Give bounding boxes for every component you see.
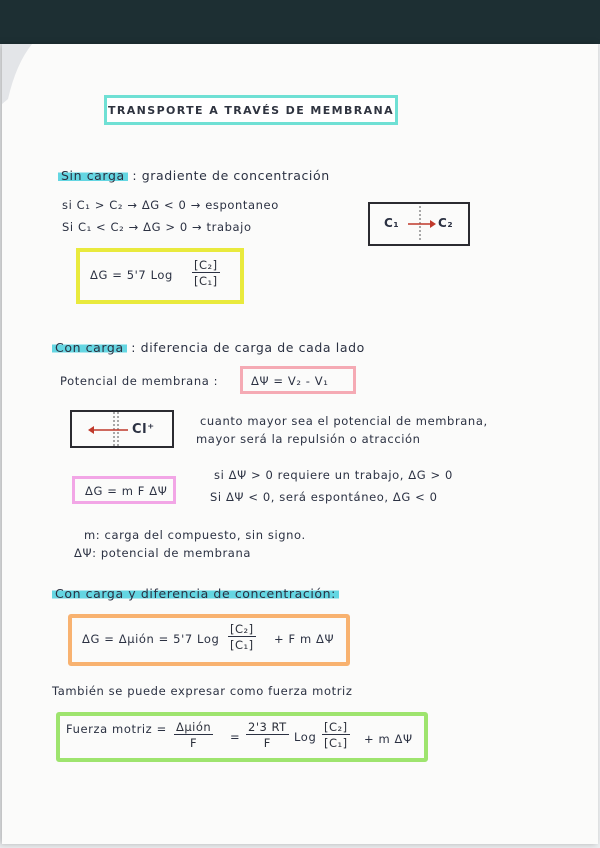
- diagram-box-charge: [70, 410, 174, 448]
- formula1-den: [C₁]: [194, 274, 218, 288]
- section1-heading-rest: : gradiente de concentración: [132, 168, 330, 183]
- potential-formula: ΔΨ = V₂ - V₁: [251, 374, 329, 388]
- note-line2: mayor será la repulsión o atracción: [196, 432, 421, 446]
- fm-log: Log: [294, 730, 317, 744]
- fm-frac3-num: [C₂]: [324, 720, 348, 734]
- formula3-right: + F m ΔΨ: [274, 632, 335, 646]
- fm-frac3: [322, 720, 350, 750]
- formula3-den: [C₁]: [230, 638, 254, 652]
- formula2: ΔG = m F ΔΨ: [85, 484, 168, 498]
- potential-label: Potencial de membrana :: [60, 374, 219, 388]
- diagram-box-concentration: [368, 202, 470, 246]
- fm-eq: =: [230, 730, 241, 744]
- formula1-fraction: [192, 258, 220, 288]
- also-text: También se puede expresar como fuerza motriz: [52, 684, 353, 698]
- section1-line1: si C₁ > C₂ → ΔG < 0 → espontaneo: [62, 198, 279, 212]
- section3-heading: Con carga y diferencia de concentración:: [52, 586, 339, 601]
- page-title: TRANSPORTE A TRAVÉS DE MEMBRANA: [104, 95, 398, 125]
- fm-frac1-num: Δμión: [176, 720, 212, 734]
- torn-corner: [2, 44, 42, 104]
- fm-right: + m ΔΨ: [364, 732, 413, 746]
- section3-heading-row: [52, 586, 339, 601]
- condition1: si ΔΨ > 0 requiere un trabajo, ΔG > 0: [214, 468, 453, 482]
- formula1-num: [C₂]: [194, 258, 218, 272]
- condition2: Si ΔΨ < 0, será espontáneo, ΔG < 0: [210, 490, 438, 504]
- formula3-left: ΔG = Δμión = 5'7 Log: [82, 632, 220, 646]
- fm-frac2-num: 2'3 RT: [248, 720, 287, 734]
- formula-box-green: [56, 712, 428, 762]
- section1-heading: Sin carga: [58, 168, 128, 183]
- fm-frac3-den: [C₁]: [324, 736, 348, 750]
- diagram-c1: C₁: [384, 216, 400, 230]
- section1-heading-row: [58, 168, 330, 183]
- formula-box-orange: [68, 614, 350, 666]
- formula-box-magenta: [72, 476, 176, 504]
- fm-frac1: [174, 720, 213, 750]
- formula1-left: ΔG = 5'7 Log: [90, 268, 173, 282]
- potential-box: [240, 366, 356, 394]
- charge-arrow-icon: [70, 410, 174, 448]
- section2-heading-rest: : diferencia de carga de cada lado: [131, 340, 365, 355]
- definition-m: m: carga del compuesto, sin signo.: [84, 528, 306, 542]
- section1-line2: Si C₁ < C₂ → ΔG > 0 → trabajo: [62, 220, 252, 234]
- fm-frac2: [246, 720, 289, 750]
- fm-frac1-den: F: [190, 736, 198, 750]
- diagram-cl: Cl⁺: [132, 422, 155, 437]
- membrane-arrow-icon: [368, 202, 470, 246]
- formula3-fraction: [228, 622, 256, 652]
- formula-box-yellow: [76, 248, 244, 304]
- formula3-num: [C₂]: [230, 622, 254, 636]
- fm-label: Fuerza motriz =: [66, 722, 167, 736]
- top-background: [0, 0, 600, 44]
- section2-heading: Con carga: [52, 340, 127, 355]
- definition-psi: ΔΨ: potencial de membrana: [74, 546, 251, 560]
- diagram-c2: C₂: [438, 216, 454, 230]
- section2-heading-row: [52, 340, 365, 355]
- note-line1: cuanto mayor sea el potencial de membrana,: [200, 414, 488, 428]
- fm-frac2-den: F: [263, 736, 271, 750]
